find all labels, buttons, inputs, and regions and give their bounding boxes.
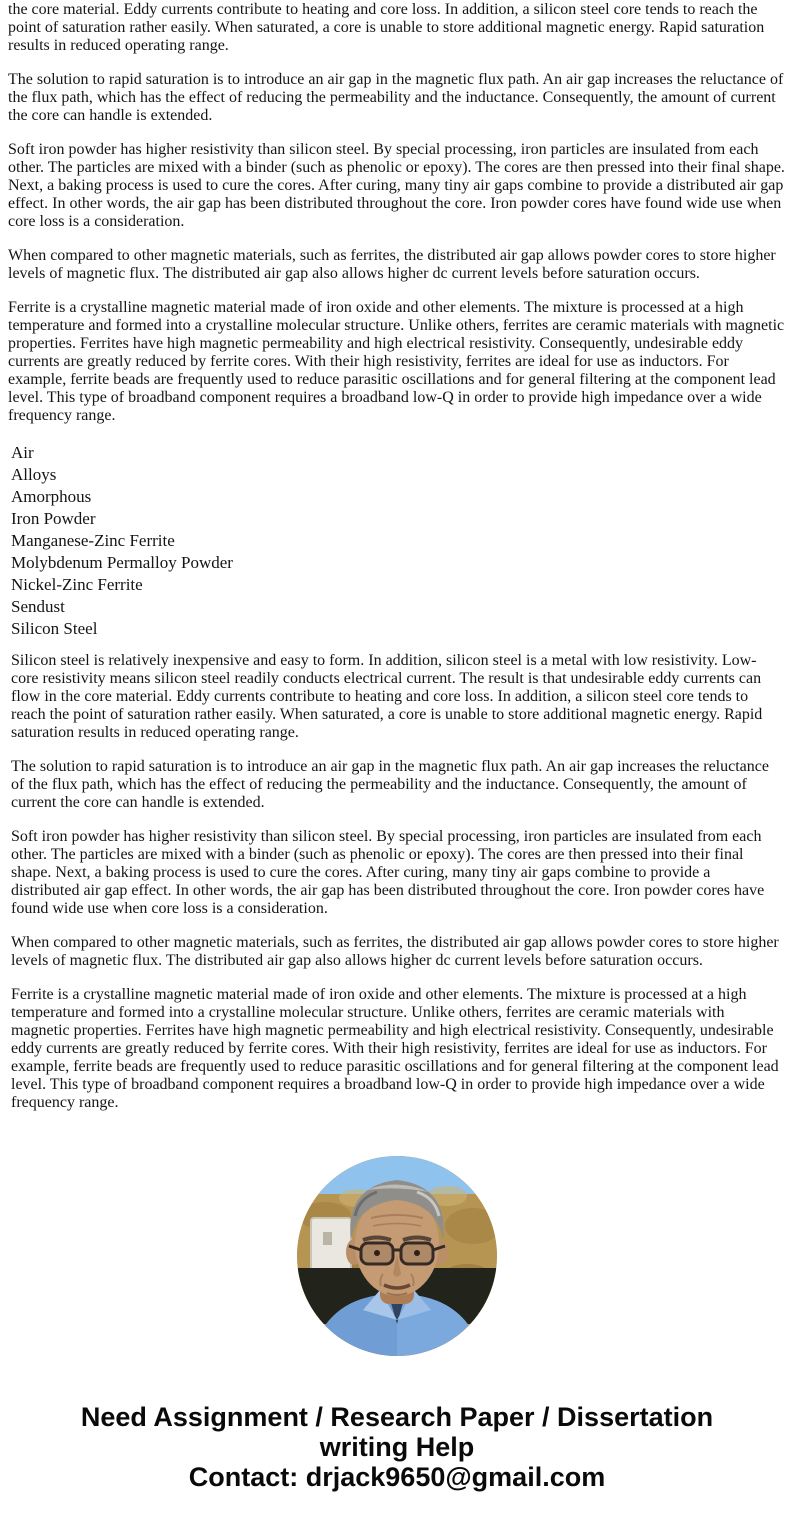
- list-item: Air: [11, 443, 34, 462]
- list-item: Molybdenum Permalloy Powder: [11, 553, 233, 572]
- list-item: Manganese-Zinc Ferrite: [11, 531, 175, 550]
- footer-heading: Need Assignment / Research Paper / Dissertation writing Help: [80, 1402, 714, 1462]
- footer-contact-email: Contact: drjack9650@gmail.com: [188, 1462, 606, 1492]
- paragraph: When compared to other magnetic materials, such as ferrites, the distributed air gap allows powder cores to store higher levels of magnetic flux. The distributed air gap also allows higher dc current levels before saturation occurs.: [11, 934, 779, 969]
- paragraph: When compared to other magnetic materials, such as ferrites, the distributed air gap allows powder cores to store higher levels of magnetic flux. The distributed air gap also allows higher dc current levels before saturation occurs.: [8, 247, 776, 282]
- list-item: Iron Powder: [11, 509, 96, 528]
- paragraph: Silicon steel is relatively inexpensive and easy to form. In addition, silicon steel is a metal with low resistivity. Low-core resistivity means silicon steel readily conducts electrical current. The result is that undesirable eddy currents can flow in the core material. Eddy currents contribute to heating and core loss. In addition, a silicon steel core tends to reach the point of saturation rather easily. When saturated, a core is unable to store additional magnetic energy. Rapid saturation results in reduced operating range.: [11, 652, 763, 741]
- paragraph: Ferrite is a crystalline magnetic material made of iron oxide and other elements. The mixture is processed at a high temperature and formed into a crystalline molecular structure. Unlike others, ferrites are ceramic materials with magnetic properties. Ferrites have high magnetic permeability and high electrical resistivity. Consequently, undesirable eddy currents are greatly reduced by ferrite cores. With their high resistivity, ferrites are ideal for use as inductors. For example, ferrite beads are frequently used to reduce parasitic oscillations and for general filtering at the component lead level. This type of broadband component requires a broadband low-Q in order to provide high impedance over a wide frequency range.: [11, 986, 779, 1111]
- paragraph: Ferrite is a crystalline magnetic material made of iron oxide and other elements. The mixture is processed at a high temperature and formed into a crystalline molecular structure. Unlike others, ferrites are ceramic materials with magnetic properties. Ferrites have high magnetic permeability and high electrical resistivity. Consequently, undesirable eddy currents are greatly reduced by ferrite cores. With their high resistivity, ferrites are ideal for use as inductors. For example, ferrite beads are frequently used to reduce parasitic oscillations and for general filtering at the component lead level. This type of broadband component requires a broadband low-Q in order to provide high impedance over a wide frequency range.: [8, 299, 785, 424]
- paragraph: The solution to rapid saturation is to introduce an air gap in the magnetic flux path. An air gap increases the reluctance of the flux path, which has the effect of reducing the permeability and the inductance. Consequently, the amount of current the core can handle is extended.: [8, 71, 784, 124]
- list-item: Alloys: [11, 465, 57, 484]
- paragraph: The solution to rapid saturation is to introduce an air gap in the magnetic flux path. An air gap increases the reluctance of the flux path, which has the effect of reducing the permeability and the inductance. Consequently, the amount of current the core can handle is extended.: [11, 758, 769, 811]
- list-item: Nickel-Zinc Ferrite: [11, 575, 143, 594]
- paragraph: Soft iron powder has higher resistivity than silicon steel. By special processing, iron particles are insulated from each other. The particles are mixed with a binder (such as phenolic or epoxy). The cores are then pressed into their final shape. Next, a baking process is used to cure the cores. After curing, many tiny air gaps combine to provide a distributed air gap effect. In other words, the air gap has been distributed throughout the core. Iron powder cores have found wide use when core loss is a consideration.: [11, 828, 765, 917]
- core-materials-list: [0, 442, 794, 640]
- portrait-photo-graphic: [297, 1156, 497, 1356]
- article-bottom-section: [0, 652, 794, 1112]
- paragraph: the core material. Eddy currents contribute to heating and core loss. In addition, a silicon steel core tends to reach the point of saturation rather easily. When saturated, a core is unable to store additional magnetic energy. Rapid saturation results in reduced operating range.: [8, 1, 765, 54]
- list-item: Sendust: [11, 597, 65, 616]
- list-item: Amorphous: [11, 487, 92, 506]
- footer-banner: [0, 1402, 794, 1492]
- list-item: Silicon Steel: [11, 619, 98, 638]
- tutor-portrait-photo: [297, 1156, 497, 1356]
- paragraph: Soft iron powder has higher resistivity than silicon steel. By special processing, iron particles are insulated from each other. The particles are mixed with a binder (such as phenolic or epoxy). The cores are then pressed into their final shape. Next, a baking process is used to cure the cores. After curing, many tiny air gaps combine to provide a distributed air gap effect. In other words, the air gap has been distributed throughout the core. Iron powder cores have found wide use when core loss is a consideration.: [8, 141, 785, 230]
- article-top-section: [0, 0, 794, 425]
